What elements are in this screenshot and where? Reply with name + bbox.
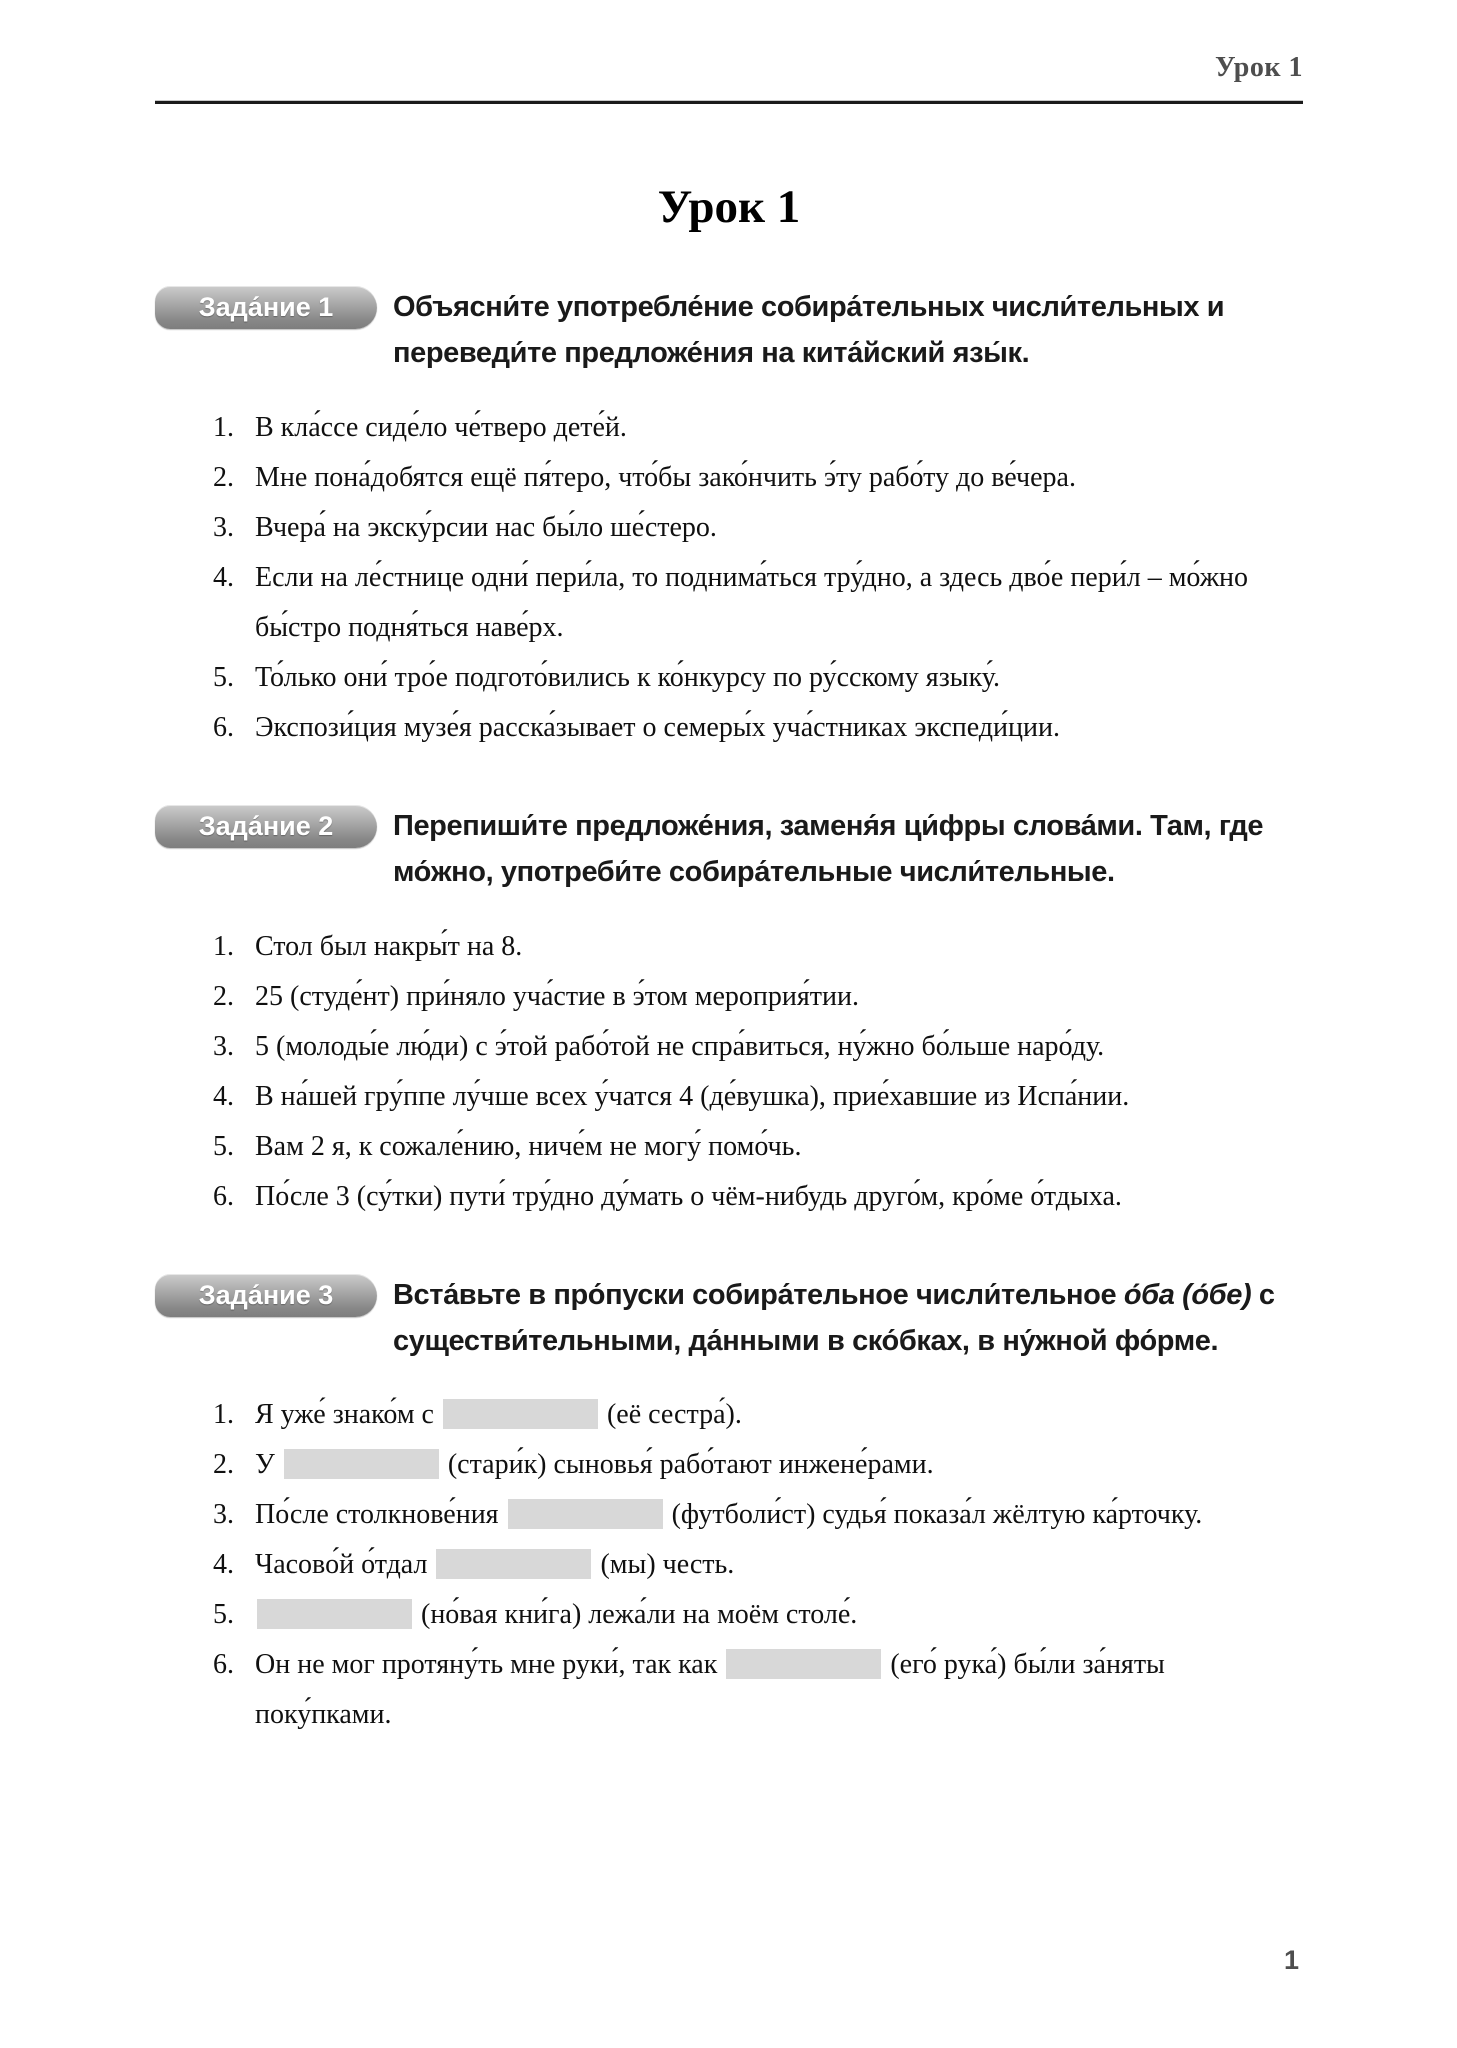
- task-head: [155, 1272, 1303, 1365]
- task-item: [155, 453, 1303, 503]
- task-head: [155, 284, 1303, 377]
- task-item: [155, 1172, 1303, 1222]
- fill-in-blank: [443, 1399, 598, 1429]
- item-text-segment: Экспози́ция музе́я расска́зывает о семеры́х уча́стниках экспеди́ции.: [255, 711, 1060, 743]
- task-item: [155, 1590, 1303, 1640]
- task-instruction: [393, 1272, 1303, 1365]
- instruction-text: с существи́тельными, да́нными в ско́бках, в ну́жной фо́рме.: [393, 1278, 1275, 1357]
- item-text-segment: Мне пона́добятся ещё пя́теро, что́бы зако́нчить э́ту рабо́ту до ве́чера.: [255, 461, 1076, 493]
- item-text-segment: Вчера́ на экску́рсии нас бы́ло ше́стеро.: [255, 511, 717, 543]
- fill-in-blank: [436, 1549, 591, 1579]
- item-text-segment: (футболи́ст) судья́ показа́л жёлтую ка́рточку.: [664, 1499, 1203, 1531]
- item-text: [255, 462, 1076, 493]
- task-section-1: [155, 284, 1303, 753]
- instruction-text: Перепиши́те предложе́ния, заменя́я ци́фры слова́ми. Там, где мо́жно, употреби́те собира́тельные числи́тельные.: [393, 809, 1264, 889]
- item-text-segment: (его́ рука́) бы́ли за́няты поку́пками.: [255, 1649, 1165, 1731]
- task-item: [155, 972, 1303, 1022]
- item-text: [255, 981, 859, 1012]
- task-item: [155, 553, 1303, 653]
- item-text-segment: (её сестра́).: [599, 1399, 742, 1431]
- task-item: [155, 1072, 1303, 1122]
- fill-in-blank: [284, 1449, 439, 1479]
- task-instruction: [393, 803, 1303, 896]
- item-text-segment: Если на ле́стнице одни́ пери́ла, то поднима́ться тру́дно, а здесь дво́е пери́л – мо́жно бы́стро подня́ться наве́рх.: [255, 561, 1249, 643]
- item-text-segment: У: [255, 1449, 282, 1481]
- item-number: 5.: [213, 661, 234, 693]
- item-number: 1.: [213, 1399, 234, 1431]
- page-title: Урок 1: [657, 181, 801, 233]
- item-text-segment: По́сле 3 (су́тки) пути́ тру́дно ду́мать о чём-нибудь друго́м, кро́ме о́тдыха.: [255, 1180, 1122, 1212]
- item-text: [255, 1181, 1122, 1212]
- item-text-segment: В кла́ссе сиде́ло че́тверо дете́й.: [255, 411, 627, 443]
- task-item: [155, 1440, 1303, 1490]
- item-text: [255, 562, 1248, 643]
- item-number: 3.: [213, 1030, 234, 1062]
- item-text: [255, 662, 1000, 693]
- task-item: [155, 403, 1303, 453]
- task-item-list: [155, 1390, 1303, 1740]
- item-text-segment: То́лько они́ тро́е подгото́вились к ко́нкурсу по ру́сскому языку́.: [255, 661, 1000, 693]
- item-number: 5.: [213, 1599, 234, 1631]
- item-number: 4.: [213, 1549, 234, 1581]
- task-item: [155, 703, 1303, 753]
- task-item: [155, 1640, 1303, 1740]
- item-text: [255, 712, 1060, 743]
- task-badge: [155, 805, 377, 848]
- task-item-list: [155, 922, 1303, 1222]
- item-text-segment: Я уже́ знако́м с: [255, 1399, 441, 1431]
- task-badge: [155, 286, 377, 329]
- item-number: 2.: [213, 980, 234, 1012]
- item-text: [255, 1131, 801, 1162]
- page-number: 1: [1283, 1945, 1299, 1975]
- item-number: 6.: [213, 711, 234, 743]
- item-text: [255, 512, 717, 543]
- item-text: [255, 412, 627, 443]
- item-number: 1.: [213, 411, 234, 443]
- item-text-segment: 25 (студе́нт) при́няло уча́стие в э́том мероприя́тии.: [255, 980, 859, 1012]
- item-number: 1.: [213, 930, 234, 962]
- item-text: [255, 1031, 1104, 1062]
- task-item: [155, 1540, 1303, 1590]
- task-badge-label: Зада́ние 2: [198, 810, 334, 841]
- item-text-segment: Стол был накры́т на 8.: [255, 930, 523, 962]
- item-text: [255, 1499, 1202, 1530]
- item-number: 4.: [213, 561, 234, 593]
- item-text-segment: 5 (молоды́е лю́ди) с э́той рабо́той не спра́виться, ну́жно бо́льше наро́ду.: [255, 1030, 1105, 1062]
- task-item: [155, 503, 1303, 553]
- fill-in-blank: [508, 1499, 663, 1529]
- item-number: 2.: [213, 461, 234, 493]
- item-text-segment: (стари́к) сыновья́ рабо́тают инжене́рами.: [440, 1449, 934, 1481]
- textbook-page: [155, 0, 1303, 1740]
- item-text: [255, 1399, 742, 1430]
- task-item-list: [155, 403, 1303, 753]
- item-number: 6.: [213, 1649, 234, 1681]
- item-text: [255, 1599, 857, 1630]
- item-text: [255, 1549, 734, 1580]
- item-text-segment: По́сле столкнове́ния: [255, 1499, 506, 1531]
- item-text: [255, 931, 522, 962]
- item-text-segment: Он не мог протяну́ть мне руки́, так как: [255, 1649, 725, 1681]
- task-item: [155, 1022, 1303, 1072]
- task-badge: [155, 1274, 377, 1317]
- instruction-text: Объясни́те употребле́ние собира́тельных числи́тельных и переведи́те предложе́ния на кита́йский язы́к.: [393, 291, 1225, 370]
- task-item: [155, 1122, 1303, 1172]
- task-instruction: [393, 284, 1303, 377]
- item-text-segment: Часово́й о́тдал: [255, 1549, 435, 1581]
- running-header-lesson: Урок 1: [1215, 52, 1303, 83]
- item-text: [255, 1649, 1165, 1730]
- task-badge-label: Зада́ние 3: [198, 1279, 334, 1310]
- task-badge-label: Зада́ние 1: [198, 292, 334, 322]
- task-item: [155, 922, 1303, 972]
- item-number: 3.: [213, 511, 234, 543]
- fill-in-blank: [726, 1649, 881, 1679]
- item-text-segment: (но́вая кни́га) лежа́ли на моём столе́.: [414, 1599, 858, 1631]
- item-number: 2.: [213, 1449, 234, 1481]
- task-section-2: [155, 803, 1303, 1222]
- header-rule: [155, 100, 1303, 104]
- task-item: [155, 1490, 1303, 1540]
- item-number: 4.: [213, 1080, 234, 1112]
- task-section-3: [155, 1272, 1303, 1741]
- item-number: 3.: [213, 1499, 234, 1531]
- item-text-segment: В на́шей гру́ппе лу́чше всех у́чатся 4 (де́вушка), прие́хавшие из Испа́нии.: [255, 1080, 1130, 1112]
- instruction-italic-term: о́ба (о́бе): [1123, 1278, 1252, 1311]
- item-text-segment: Вам 2 я, к сожале́нию, ниче́м не могу́ помо́чь.: [255, 1130, 802, 1162]
- item-text-segment: (мы) честь.: [593, 1549, 735, 1581]
- fill-in-blank: [257, 1599, 412, 1629]
- item-text: [255, 1449, 934, 1480]
- task-head: [155, 803, 1303, 896]
- item-number: 6.: [213, 1180, 234, 1212]
- instruction-text: Вста́вьте в про́пуски собира́тельное числи́тельное: [393, 1278, 1124, 1311]
- task-item: [155, 653, 1303, 703]
- item-number: 5.: [213, 1130, 234, 1162]
- item-text: [255, 1081, 1129, 1112]
- task-item: [155, 1390, 1303, 1440]
